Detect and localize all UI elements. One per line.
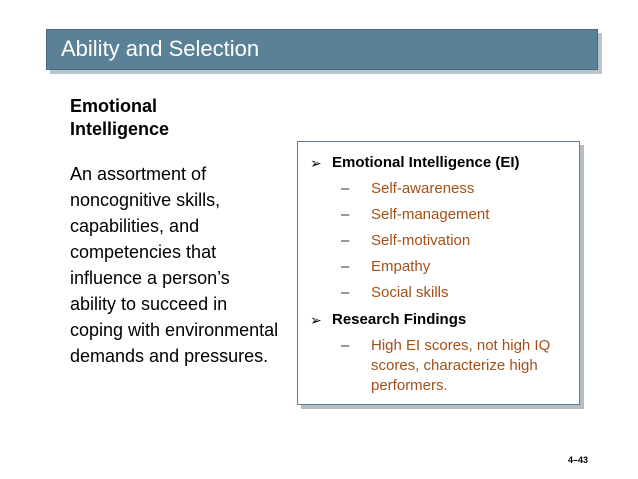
list-item	[341, 255, 430, 279]
slide-number: 4–43	[568, 455, 589, 465]
dash-bullet-icon: –	[341, 232, 350, 249]
list-item-label: Self-motivation	[371, 232, 471, 249]
dash-bullet-icon: –	[341, 337, 350, 354]
list-item	[341, 336, 571, 396]
definition-text: An assortment of noncognitive skills, capabilities, and competencies that influence a person’s ability to succeed in coping with environmental demands and pressures.	[70, 164, 279, 366]
bullet-label: Emotional Intelligence (EI)	[332, 154, 520, 171]
dash-bullet-icon: –	[341, 180, 350, 197]
slide-title: Ability and Selection	[61, 36, 260, 61]
list-item	[341, 177, 474, 201]
dash-bullet-icon: –	[341, 284, 350, 301]
list-item-label: Self-awareness	[371, 180, 475, 197]
dash-bullet-icon: –	[341, 258, 350, 275]
bullet-research-findings	[310, 309, 466, 331]
list-item	[341, 281, 449, 305]
title-bar	[46, 29, 598, 70]
dash-bullet-icon: –	[341, 206, 350, 223]
bullet-emotional-intelligence	[310, 152, 520, 174]
finding-text: High EI scores, not high IQ scores, characterize high performers.	[371, 337, 551, 394]
list-item-label: Social skills	[371, 284, 449, 301]
arrow-bullet-icon: ➢	[310, 312, 322, 328]
definition-heading: Emotional Intelligence	[70, 96, 170, 139]
list-item	[341, 229, 470, 253]
list-item-label: Self-management	[371, 206, 490, 223]
arrow-bullet-icon: ➢	[310, 155, 322, 171]
content-box	[297, 141, 580, 405]
list-item-label: Empathy	[371, 258, 431, 275]
bullet-label: Research Findings	[332, 311, 467, 328]
list-item	[341, 203, 489, 227]
